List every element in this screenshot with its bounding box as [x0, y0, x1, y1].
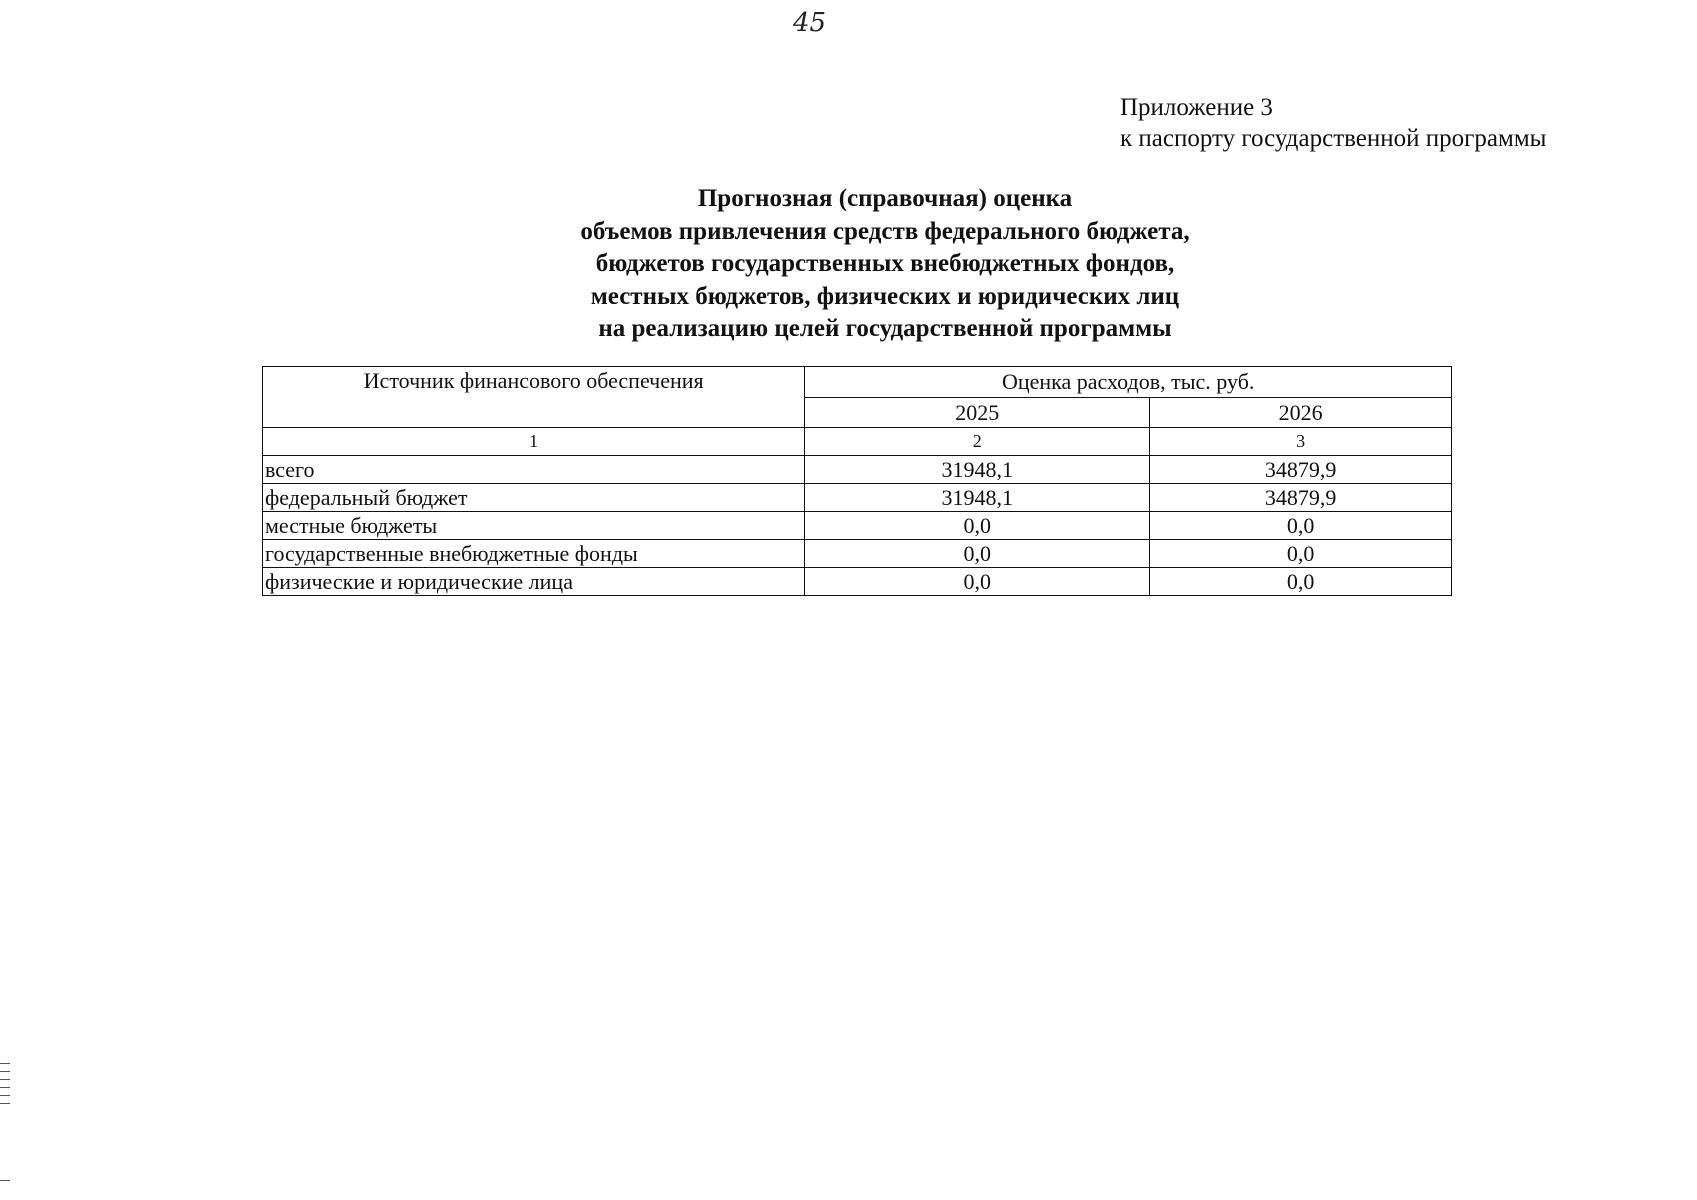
page-number: 45: [793, 8, 827, 38]
table-row: [263, 568, 1452, 596]
scan-edge-mark: [0, 1095, 10, 1096]
source-cell: федеральный бюджет: [263, 484, 805, 512]
value-2026-cell: 34879,9: [1150, 484, 1452, 512]
value-2026-cell: 0,0: [1150, 568, 1452, 596]
title-line-3: бюджетов государственных внебюджетных фондов,: [595, 250, 1175, 277]
value-2025-cell: 0,0: [805, 540, 1150, 568]
appendix-note: [1120, 92, 1546, 154]
value-2025-cell: 31948,1: [805, 456, 1150, 484]
source-column-header: Источник финансового обеспечения: [263, 367, 805, 428]
scan-edge-mark: [0, 1071, 10, 1072]
table-row: [263, 456, 1452, 484]
financing-table: [262, 366, 1452, 596]
value-2026-cell: 0,0: [1150, 512, 1452, 540]
value-2026-cell: 34879,9: [1150, 456, 1452, 484]
column-number: 2: [805, 428, 1150, 456]
expense-estimate-header: Оценка расходов, тыс. руб.: [805, 367, 1452, 398]
header-row: [263, 367, 1452, 398]
title-line-4: местных бюджетов, физических и юридических лиц: [590, 282, 1180, 310]
title-line-1: Прогнозная (справочная) оценка: [697, 185, 1073, 212]
scan-edge-mark: [0, 1087, 10, 1088]
value-2026-cell: 0,0: [1150, 540, 1452, 568]
source-cell: местные бюджеты: [263, 512, 805, 540]
value-2025-cell: 0,0: [805, 512, 1150, 540]
column-number: 1: [263, 428, 805, 456]
source-cell: физические и юридические лица: [263, 568, 805, 596]
table-row: [263, 484, 1452, 512]
title-line-5: на реализацию целей государственной программы: [598, 315, 1172, 342]
scan-edge-mark: [0, 1180, 10, 1181]
appendix-line-2: к паспорту государственной программы: [1120, 125, 1547, 152]
table-row: [263, 512, 1452, 540]
value-2025-cell: 0,0: [805, 568, 1150, 596]
scan-edge-mark: [0, 1079, 10, 1080]
source-cell: всего: [263, 456, 805, 484]
value-2025-cell: 31948,1: [805, 484, 1150, 512]
column-number-row: [263, 428, 1452, 456]
table-row: [263, 540, 1452, 568]
scan-edge-mark: [0, 1103, 10, 1104]
year-header-2025: 2025: [805, 397, 1150, 428]
appendix-line-1: Приложение 3: [1120, 94, 1273, 121]
document-title: [350, 183, 1420, 346]
source-cell: государственные внебюджетные фонды: [263, 540, 805, 568]
scan-edge-mark: [0, 1063, 10, 1064]
column-number: 3: [1150, 428, 1452, 456]
title-line-2: объемов привлечения средств федерального бюджета,: [580, 217, 1190, 245]
year-header-2026: 2026: [1150, 397, 1452, 428]
